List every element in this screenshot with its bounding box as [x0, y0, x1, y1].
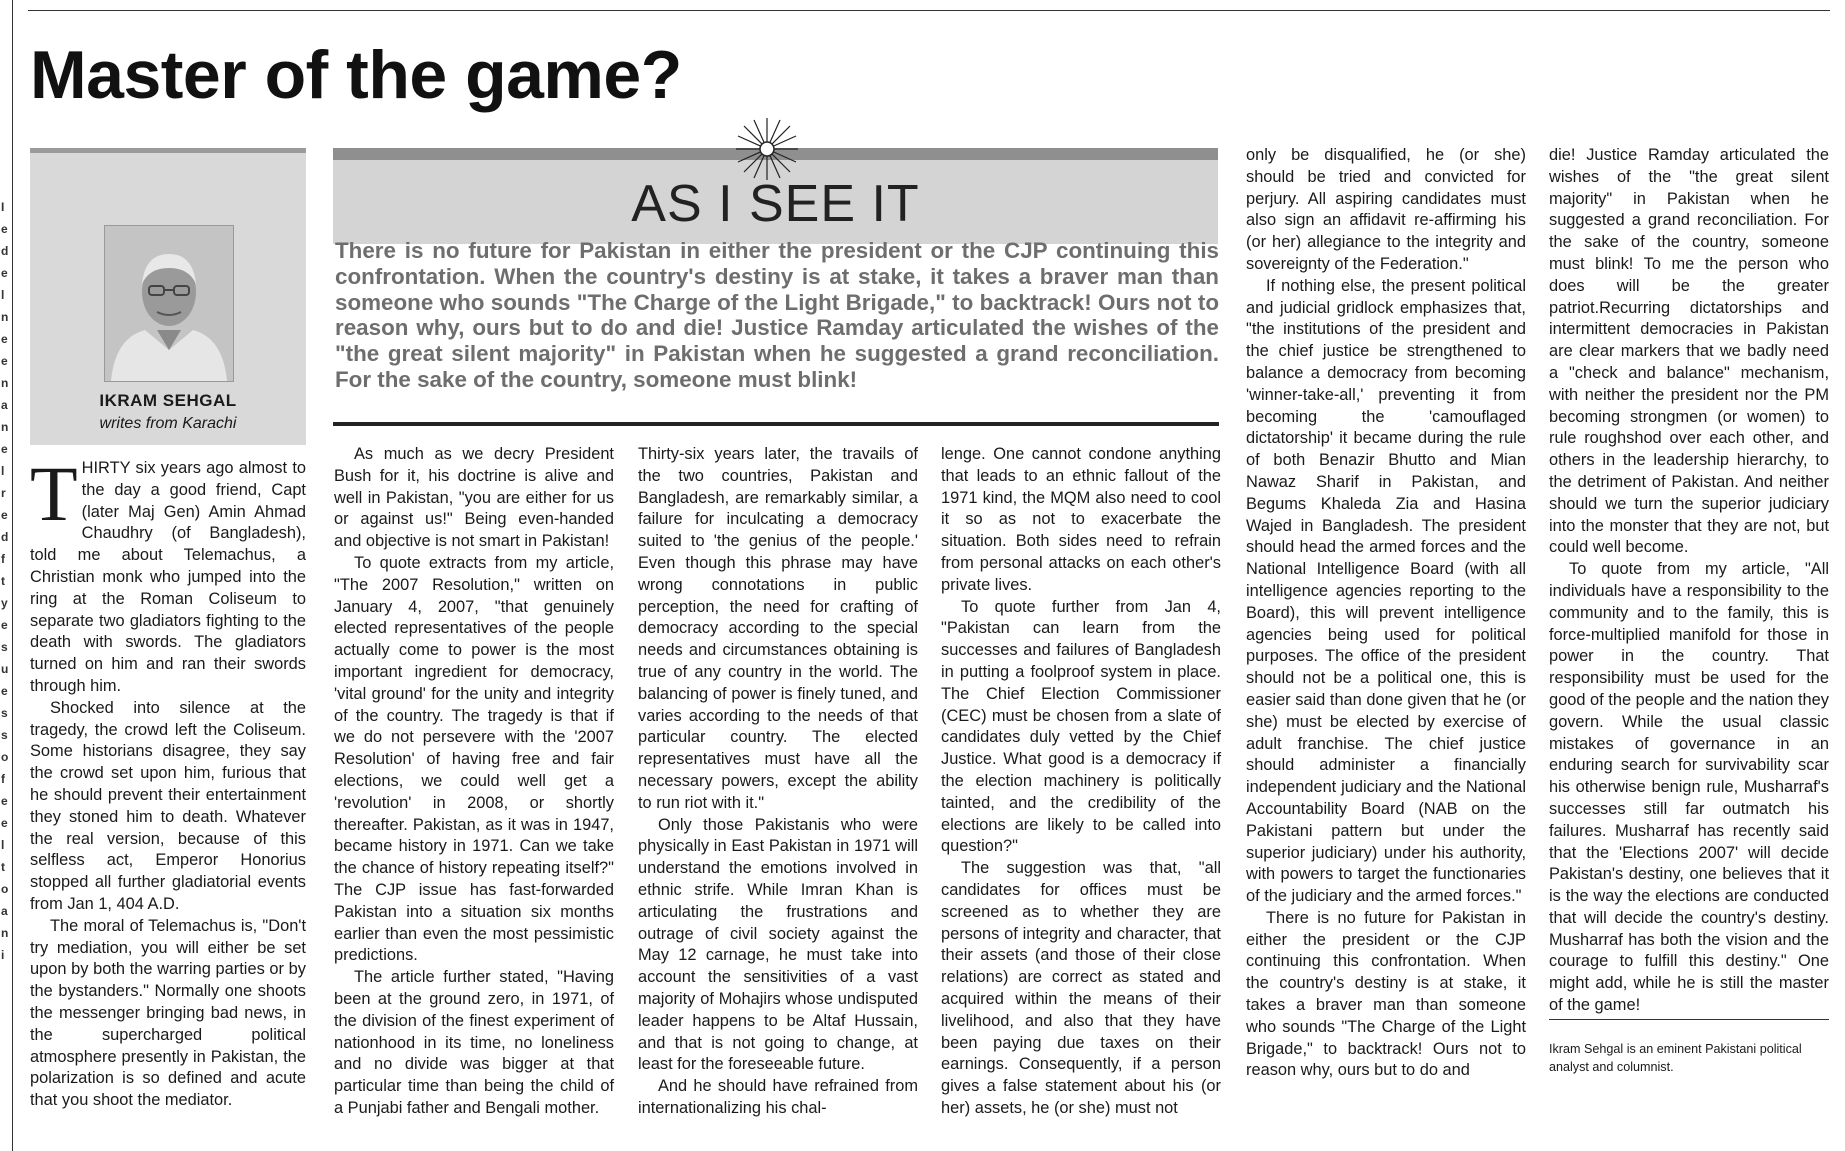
- article-column-2: [334, 444, 614, 1120]
- margin-letter: u: [1, 662, 9, 676]
- margin-letter: s: [1, 728, 8, 742]
- margin-letter: e: [1, 684, 8, 698]
- footnote-rule: [1549, 1019, 1829, 1020]
- author-location: writes from Karachi: [99, 415, 237, 432]
- adjacent-column-strip: [0, 0, 13, 1151]
- margin-letter: t: [1, 574, 5, 588]
- paragraph: To quote further from Jan 4, "Pakistan can learn from the successes and failures of Bangladesh in putting a foolproof system in place. The Chief Election Commissioner (CEC) must be chosen from a slate of candidates duly vetted by the Chief Justice. What good is a democracy if the election machinery is politically tainted, and the credibility of the elections are likely to be called into question?": [941, 597, 1221, 856]
- paragraph: lenge. One cannot condone anything that leads to an ethnic fallout of the 1971 kind, the MQM also need to cool it so as not to exacerbate the situation. Both sides need to refrain from personal attacks on each other's private lives.: [941, 445, 1221, 594]
- article-column-1: [30, 450, 306, 1112]
- article-column-3: [638, 444, 918, 1120]
- margin-letter: e: [1, 618, 8, 632]
- article-column-4: [941, 444, 1221, 1120]
- paragraph: The suggestion was that, "all candidates for offices must be screened as to whether they are persons of integrity and character, that their assets (and those of their close relations) are correct as stated and acquired within the means of their livelihood, and also that they have been paying due taxes on their earnings. Consequently, if a person gives a false statement about his (or her) assets, he (or she) must not: [941, 859, 1221, 1117]
- starburst-icon: [734, 116, 800, 182]
- margin-letter: e: [1, 508, 8, 522]
- paragraph: And he should have refrained from internationalizing his chal-: [638, 1077, 918, 1117]
- margin-letter: y: [1, 596, 8, 610]
- paragraph: HIRTY six years ago almost to the day a good friend, Capt (later Maj Gen) Amin Ahmad Chaudhry (of Bangladesh), told me about Telemachus, a Christian monk who jumped into the ring at the Roman Coliseum to separate two gladiators fighting to the death with swords. The gladiators turned on him and ran their swords through him.: [30, 459, 306, 695]
- margin-letter: e: [1, 794, 8, 808]
- margin-letter: e: [1, 442, 8, 456]
- top-rule: [28, 10, 1830, 11]
- margin-letter: I: [1, 200, 5, 214]
- margin-letter: e: [1, 354, 8, 368]
- margin-letter: o: [1, 750, 9, 764]
- margin-letter: e: [1, 816, 8, 830]
- margin-letter: a: [1, 904, 8, 918]
- margin-letter: a: [1, 398, 8, 412]
- margin-letter: e: [1, 266, 8, 280]
- margin-letter: i: [1, 948, 5, 962]
- author-photo: [104, 225, 234, 382]
- margin-letter: e: [1, 332, 8, 346]
- margin-letter: d: [1, 244, 9, 258]
- margin-letter: f: [1, 772, 5, 786]
- paragraph: As much as we decry President Bush for it, his doctrine is alive and well in Pakistan, "you are either for us or against us!" Being even-handed and objective is not smart in Pakistan!: [334, 445, 614, 551]
- margin-letter: r: [1, 486, 6, 500]
- standfirst-rule: [333, 422, 1219, 426]
- margin-letter: s: [1, 706, 8, 720]
- author-portrait-image: [105, 226, 233, 381]
- margin-letter: n: [1, 376, 9, 390]
- standfirst: There is no future for Pakistan in either the president or the CJP continuing this confrontation. When the country's destiny is at stake, it takes a braver man than someone who sounds "The Charge of the Light Brigade," to backtrack! Ours not to reason why, ours but to do and die! Justice Ramday articulated the wishes of the "the great silent majority" in Pakistan when he suggested a grand reconciliation. For the sake of the country, someone must blink!: [335, 238, 1219, 392]
- margin-letter: l: [1, 288, 5, 302]
- paragraph: Thirty-six years later, the travails of the two countries, Pakistan and Bangladesh, are remarkably similar, a failure for inculcating a democracy suited to 'the genius of the people.' Even though this phrase may have wrong connotations in public perception, the need for crafting of democracy according to the special needs and circumstances obtaining is true of any country in the world. The balancing of power is finely tuned, and varies according to the needs of that particular country. The elected representatives must have all the necessary powers, except the ability to run riot with it.": [638, 445, 918, 812]
- paragraph: If nothing else, the present political and judicial gridlock emphasizes that, "the institutions of the president and the chief justice be strengthened to balance a democracy from becoming 'winner-take-all,' preventing it from becoming the 'camouflaged dictatorship' it became during the rule of both Benazir Bhutto and Mian Nawaz Sharif in Pakistan, and Begums Khaleda Zia and Hasina Wajed in Bangladesh. The president should head the armed forces and the National Intelligence Board (with all intelligence agencies reporting to the Board), this will prevent intelligence agencies being used for political purposes. The office of the president should not be a political one, this is easier said than done given that he (or she) must be elected by exercise of adult franchise. The chief justice should administer a financially independent judiciary and the National Accountability Board (NAB on the Pakistani pattern but under the superior judiciary) under his authority, with powers to target the functionaries of the judiciary and the armed forces.": [1246, 276, 1526, 906]
- margin-letter: l: [1, 464, 5, 478]
- paragraph: die! Justice Ramday articulated the wishes of the "the great silent majority" in Pakistan when he suggested a grand reconciliation. For the sake of the country, someone must blink! To me the person who does will be the greater patriot.Recurring dictatorships and intermittent democracies in Pakistan are clear markers that we badly need a "check and balance" mechanism, with neither the president nor the PM becoming strongmen (or women) to rule roughshod over each other, and others in the leadership hierarchy, to the detriment of Pakistan. And neither should we turn the superior judiciary into the monster that they are not, but could well become.: [1549, 146, 1829, 557]
- margin-letter: s: [1, 640, 8, 654]
- headline: Master of the game?: [30, 37, 682, 113]
- margin-letter: d: [1, 530, 9, 544]
- author-footnote: Ikram Sehgal is an eminent Pakistani political analyst and columnist.: [1549, 1042, 1802, 1074]
- drop-cap: T: [30, 450, 78, 537]
- paragraph: only be disqualified, he (or she) should be tried and convicted for perjury. All aspiring candidates must also sign an affidavit re-affirming his (or her) allegiance to the integrity and sovereignty of the Federation.": [1246, 146, 1526, 273]
- byline-box: [30, 148, 306, 445]
- paragraph: The moral of Telemachus is, "Don't try mediation, you will either be set upon by both the warring parties or by the bystanders." Normally one shoots the messenger bringing bad news, in the supercharged political atmosphere presently in Pakistan, the polarization is so defined and acute that you shoot the mediator.: [30, 916, 306, 1110]
- article-column-6: [1549, 145, 1829, 1017]
- paragraph: There is no future for Pakistan in either the president or the CJP continuing this confrontation. When the country's destiny is at stake, it takes a braver man than someone who sounds "The Charge of the Light Brigade," to backtrack! Ours not to reason why, ours but to do and: [1246, 908, 1526, 1080]
- margin-letter: e: [1, 222, 8, 236]
- margin-letter: f: [1, 552, 5, 566]
- margin-letter: n: [1, 310, 9, 324]
- margin-letter: o: [1, 882, 9, 896]
- margin-letter: l: [1, 838, 5, 852]
- article-column-5: [1246, 145, 1526, 1082]
- margin-letter: n: [1, 420, 9, 434]
- column-banner-title: AS I SEE IT: [631, 175, 920, 233]
- paragraph: The article further stated, "Having been at the ground zero, in 1971, of the division of the finest experiment of nationhood in its time, no loneliness and no divide was bigger at that particular time than being the child of a Punjabi father and Bengali mother.: [334, 968, 614, 1117]
- margin-letter: t: [1, 860, 5, 874]
- paragraph: Only those Pakistanis who were physically in East Pakistan in 1971 will understand the emotions involved in ethnic strife. While Imran Khan is articulating the frustrations and outrage of civil society against the May 12 carnage, he must take into account the sensitivities of a vast majority of Mohajirs whose undisputed leader happens to be Altaf Hussain, and that is not going to change, at least for the foreseeable future.: [638, 815, 918, 1074]
- paragraph: Shocked into silence at the tragedy, the crowd left the Coliseum. Some historians disagree, they say the crowd set upon him, furious that he should prevent their entertainment they stoned him to death. Whatever the real version, because of this selfless act, Emperor Honorius stopped all further gladiatorial events from Jan 1, 404 A.D.: [30, 698, 306, 913]
- paragraph: To quote from my article, "All individuals have a responsibility to the community and to the family, this is force-multiplied manifold for those in power in the country. That responsibility must be used for the good of the people and the nation they govern. While the usual classic mistakes of governance in an enduring search for survivability scar his otherwise benign rule, Musharraf's successes still far outmatch his failures. Musharraf has recently said that the 'Elections 2007' will decide Pakistan's destiny, one believes that it is the way the elections are conducted that will decide the country's destiny. Musharraf has both the vision and the courage to fulfill this destiny." One might add, while he is still the master of the game!: [1549, 560, 1829, 1015]
- author-name: IKRAM SEHGAL: [99, 391, 237, 410]
- paragraph: To quote extracts from my article, "The 2007 Resolution," written on January 4, 2007, "that genuinely elected representatives of the people actually come to power is the most important ingredient for democracy, 'vital ground' for the unity and integrity of the country. The tragedy is that if we do not persevere with the '2007 Resolution' of having free and fair elections, we could well get a 'revolution' in 2008, or shortly thereafter. Pakistan, as it was in 1947, became history in 1971. Can we take the chance of history repeating itself?" The CJP issue has fast-forwarded Pakistan into a situation six months earlier than even the most pessimistic predictions.: [334, 553, 614, 965]
- margin-letter: n: [1, 926, 9, 940]
